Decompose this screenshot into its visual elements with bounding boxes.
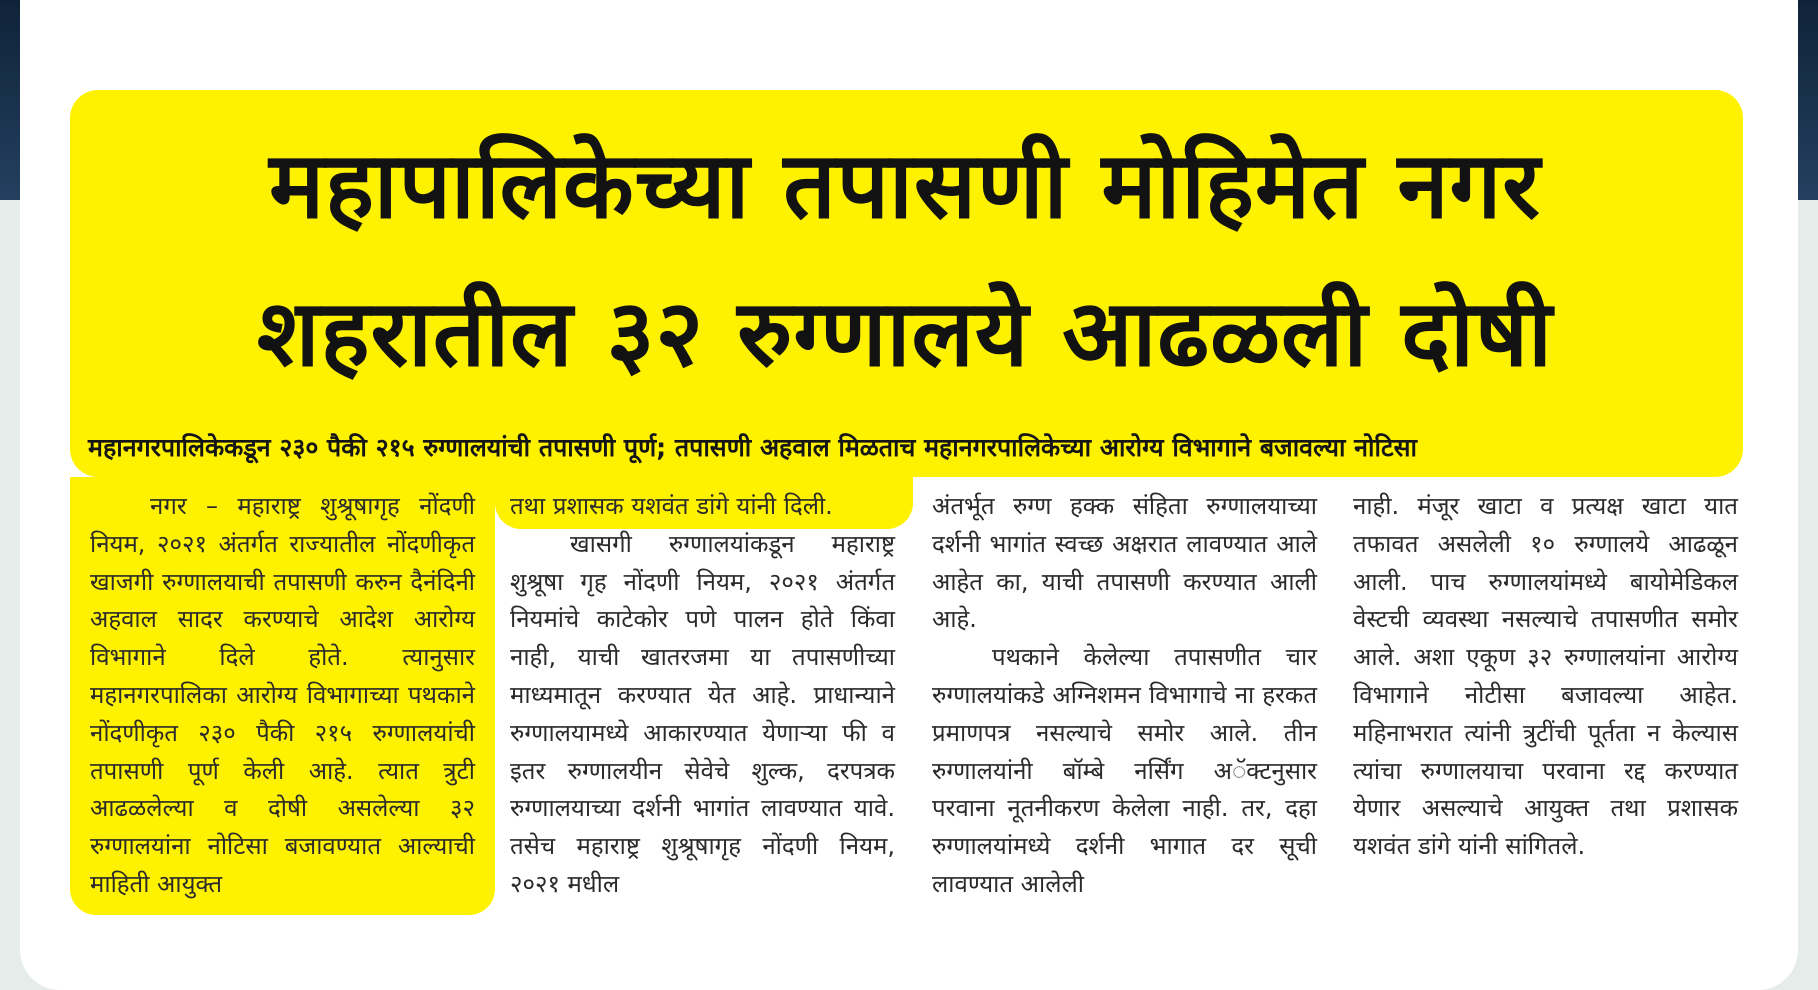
headline-line-1: महापालिकेच्या तपासणी मोहिमेत नगर (269, 132, 1541, 239)
article-column-1 (90, 488, 475, 904)
column2-paragraph: खासगी रुग्णालयांकडून महाराष्ट्र शुश्रूषा गृह नोंदणी नियम, २०२१ अंतर्गत नियमांचे काटेकोर पणे पालन होते किंवा नाही, याची खातरजमा या तपासणीच्या माध्यमातून करण्यात येत आहे. प्राधान्याने रुग्णालयामध्ये आकारण्यात येणाऱ्या फी व इतर रुग्णालयीन सेवेचे शुल्क, दरपत्रक रुग्णालयाच्या दर्शनी भागांत लावण्यात यावे. तसेच महाराष्ट्र शुश्रूषागृह नोंदणी नियम, २०२१ मधील (510, 529, 895, 898)
subheadline: महानगरपालिकेकडून २३० पैकी २१५ रुग्णालयांची तपासणी पूर्ण; तपासणी अहवाल मिळताच महानगरपालिकेच्या आरोग्य विभागाने बजावल्या नोटिसा (88, 433, 1417, 462)
column3-continuation: अंतर्भूत रुग्ण हक्क संहिता रुग्णालयाच्या दर्शनी भागांत स्वच्छ अक्षरात लावण्यात आले आहेत का, याची तपासणी करण्यात आली आहे. (932, 492, 1317, 634)
headline-line-2: शहरातील ३२ रुग्णालये आढळली दोषी (257, 280, 1553, 387)
column1-paragraph: नगर – महाराष्ट्र शुश्रूषागृह नोंदणी नियम, २०२१ अंतर्गत राज्यातील नोंदणीकृत खाजगी रुग्णालयाची तपासणी करुन दैनंदिनी अहवाल सादर करण्याचे आदेश आरोग्य विभागाने दिले होते. त्यानुसार महानगरपालिका आरोग्य विभागाच्या पथकाने नोंदणीकृत २३० पैकी २१५ रुग्णालयांची तपासणी पूर्ण केली आहे. त्यात त्रुटी आढळलेल्या व दोषी असलेल्या ३२ रुग्णालयांना नोटिसा बजावण्यात आल्याची माहिती आयुक्त (90, 492, 475, 898)
column2-continuation: तथा प्रशासक यशवंत डांगे यांनी दिली. (510, 492, 833, 520)
headline (80, 112, 1730, 408)
column4-paragraph: नाही. मंजूर खाटा व प्रत्यक्ष खाटा यात तफावत असलेली १० रुग्णालये आढळून आली. पाच रुग्णालयांमध्ये बायोमेडिकल वेस्टची व्यवस्था नसल्याचे तपासणीत समोर आले. अशा एकूण ३२ रुग्णालयांना आरोग्य विभागाने नोटीसा बजावल्या आहेत. महिनाभरात त्यांनी त्रुटींची पूर्तता न केल्यास त्यांचा रुग्णालयाचा परवाना रद्द करण्यात येणार असल्याचे आयुक्त तथा प्रशासक यशवंत डांगे यांनी सांगितले. (1353, 492, 1738, 861)
article-column-3 (932, 488, 1317, 904)
article-column-4 (1353, 488, 1738, 866)
column3-paragraph: पथकाने केलेल्या तपासणीत चार रुग्णालयांकडे अग्निशमन विभागाचे ना हरकत प्रमाणपत्र नसल्याचे समोर आले. तीन रुग्णालयांनी बॉम्बे नर्सिंग अॅक्टनुसार परवाना नूतनीकरण केलेला नाही. तर, दहा रुग्णालयांमध्ये दर्शनी भागात दर सूची लावण्यात आलेली (932, 643, 1317, 898)
article-column-2 (510, 488, 895, 904)
